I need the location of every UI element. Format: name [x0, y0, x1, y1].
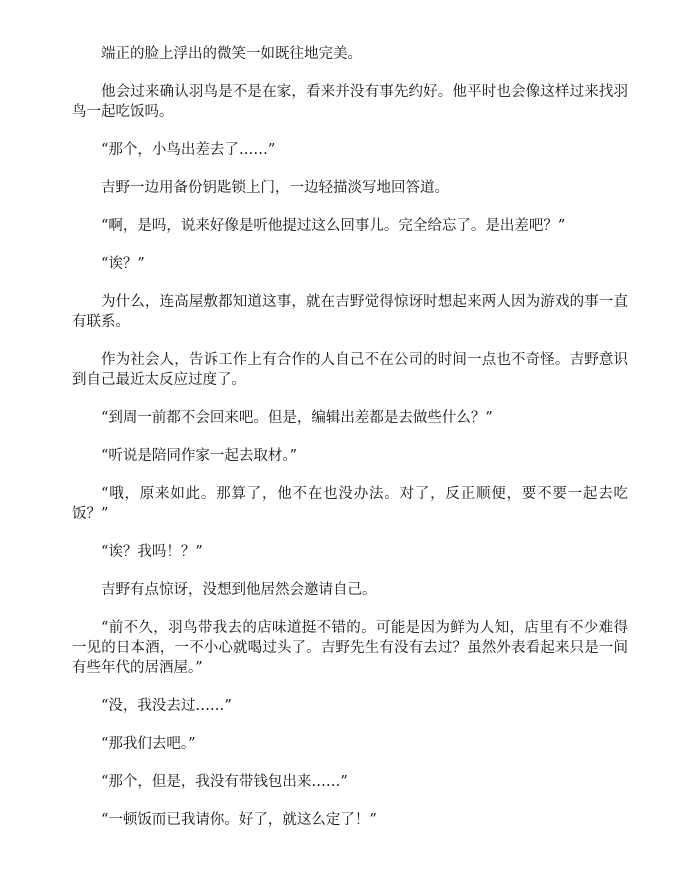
paragraph: “前不久，羽鸟带我去的店味道挺不错的。可能是因为鲜为人知，店里有不少难得一见的日本酒，一不小心就喝过头了。吉野先生有没有去过？虽然外表看起来只是一间有些年代的居酒屋。” — [72, 620, 628, 676]
paragraph: “诶？我吗！？” — [101, 544, 203, 560]
text-body — [72, 44, 628, 848]
paragraph: 吉野有点惊讶，没想到他居然会邀请自己。 — [101, 582, 377, 598]
paragraph: “诶？” — [101, 256, 145, 272]
paragraph: “听说是陪同作家一起去取材。” — [101, 448, 298, 464]
paragraph: “啊，是吗，说来好像是听他提过这么回事儿。完全给忘了。是出差吧？” — [101, 218, 566, 234]
paragraph: “没，我没去过……” — [101, 698, 232, 714]
paragraph: “到周一前都不会回来吧。但是，编辑出差都是去做些什么？” — [101, 410, 493, 426]
paragraph: “哦，原来如此。那算了，他不在也没办法。对了，反正顺便，要不要一起去吃饭？” — [72, 486, 628, 522]
paragraph: 作为社会人，告诉工作上有合作的人自己不在公司的时间一点也不奇怪。吉野意识到自己最近太反应过度了。 — [72, 352, 628, 388]
paragraph: “那我们去吧。” — [101, 736, 196, 752]
paragraph: 端正的脸上浮出的微笑一如既往地完美。 — [101, 46, 362, 62]
paragraph: “那个，但是，我没有带钱包出来……” — [101, 774, 348, 790]
paragraph: 吉野一边用备份钥匙锁上门，一边轻描淡写地回答道。 — [101, 180, 449, 196]
paragraph: “一顿饭而已我请你。好了，就这么定了！” — [101, 812, 377, 828]
paragraph: 为什么，连高屋敷都知道这事，就在吉野觉得惊讶时想起来两人因为游戏的事一直有联系。 — [72, 294, 628, 330]
paragraph: 他会过来确认羽鸟是不是在家，看来并没有事先约好。他平时也会像这样过来找羽鸟一起吃饭吗。 — [72, 84, 628, 120]
paragraph: “那个，小鸟出差去了……” — [101, 142, 276, 158]
